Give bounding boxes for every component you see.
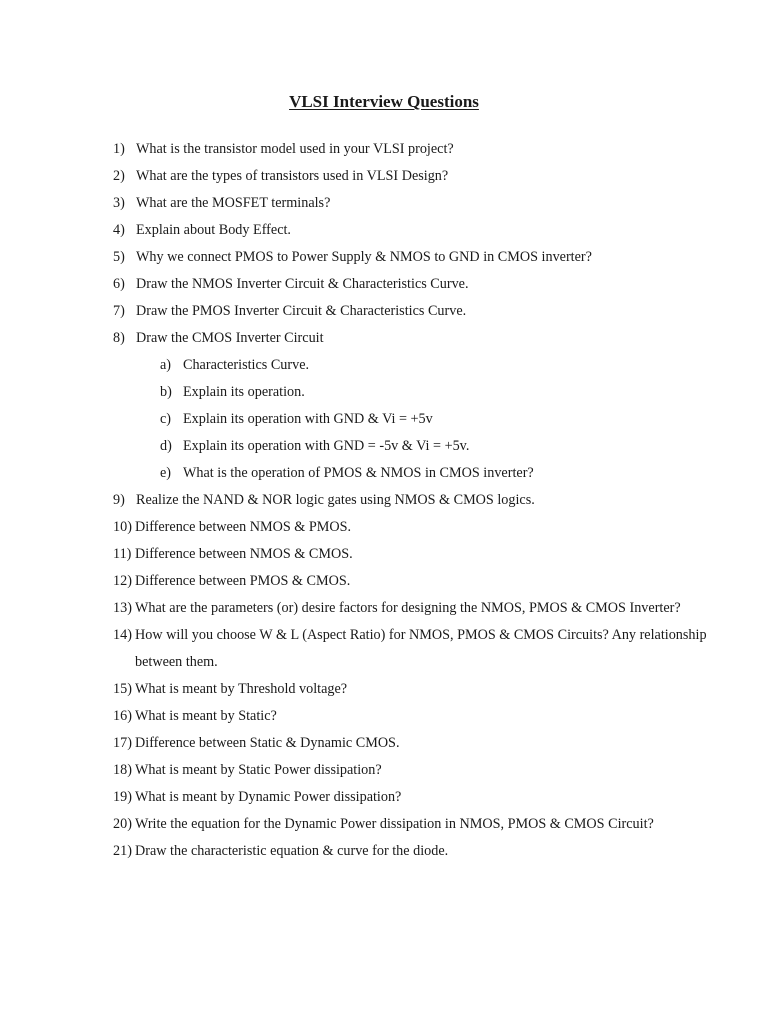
sub-question-letter: c) <box>160 411 172 427</box>
question-text: Realize the NAND & NOR logic gates using NMOS & CMOS logics. <box>136 492 535 508</box>
question-text: Draw the CMOS Inverter Circuit <box>136 330 324 346</box>
question-text: Draw the characteristic equation & curve for the diode. <box>135 843 449 859</box>
question-text: Difference between PMOS & CMOS. <box>135 573 351 589</box>
question-item <box>113 568 713 595</box>
question-item <box>113 703 713 730</box>
question-text: Draw the NMOS Inverter Circuit & Characteristics Curve. <box>136 276 469 292</box>
question-number: 20) <box>113 816 132 832</box>
question-number: 4) <box>113 222 125 238</box>
question-number: 17) <box>113 735 132 751</box>
question-text: Difference between NMOS & PMOS. <box>135 519 352 535</box>
question-item <box>113 622 713 676</box>
question-number: 13) <box>113 600 132 616</box>
question-item <box>113 784 713 811</box>
sub-question-letter: a) <box>160 357 172 373</box>
sub-question-text: Explain its operation with GND = -5v & Vi = +5v. <box>183 438 470 454</box>
question-number: 16) <box>113 708 132 724</box>
sub-question-text: What is the operation of PMOS & NMOS in CMOS inverter? <box>183 465 534 481</box>
sub-question-item <box>113 352 713 379</box>
document-title: VLSI Interview Questions <box>289 92 479 111</box>
question-item <box>113 325 713 352</box>
question-text: Difference between Static & Dynamic CMOS. <box>135 735 400 751</box>
sub-question-letter: e) <box>160 465 172 481</box>
question-text: How will you choose W & L (Aspect Ratio) for NMOS, PMOS & CMOS Circuits? Any relationship between them. <box>135 627 707 670</box>
question-number: 14) <box>113 627 132 643</box>
question-number: 9) <box>113 492 125 508</box>
question-item <box>113 244 713 271</box>
question-text: Why we connect PMOS to Power Supply & NMOS to GND in CMOS inverter? <box>136 249 592 265</box>
question-number: 7) <box>113 303 125 319</box>
question-item <box>113 190 713 217</box>
question-number: 11) <box>113 546 132 562</box>
sub-question-item <box>113 460 713 487</box>
question-item <box>113 811 713 838</box>
question-item <box>113 514 713 541</box>
question-item <box>113 487 713 514</box>
question-item <box>113 217 713 244</box>
question-number: 8) <box>113 330 125 346</box>
question-item <box>113 271 713 298</box>
question-item <box>113 838 713 865</box>
question-text: What is the transistor model used in your VLSI project? <box>136 141 454 157</box>
question-item <box>113 298 713 325</box>
question-text: Explain about Body Effect. <box>136 222 291 238</box>
question-text: What are the MOSFET terminals? <box>136 195 331 211</box>
question-item <box>113 163 713 190</box>
question-number: 15) <box>113 681 132 697</box>
question-number: 3) <box>113 195 125 211</box>
question-number: 2) <box>113 168 125 184</box>
question-text: Draw the PMOS Inverter Circuit & Characteristics Curve. <box>136 303 467 319</box>
question-text: What is meant by Static Power dissipation? <box>135 762 382 778</box>
question-text: Difference between NMOS & CMOS. <box>135 546 353 562</box>
question-number: 5) <box>113 249 125 265</box>
question-item <box>113 595 713 622</box>
sub-question-item <box>113 406 713 433</box>
question-text: What are the parameters (or) desire factors for designing the NMOS, PMOS & CMOS Inverter? <box>135 600 681 616</box>
question-text: What is meant by Threshold voltage? <box>135 681 348 697</box>
question-list <box>113 136 713 865</box>
sub-question-text: Characteristics Curve. <box>183 357 310 373</box>
question-text: What is meant by Dynamic Power dissipation? <box>135 789 402 805</box>
question-number: 21) <box>113 843 132 859</box>
question-number: 6) <box>113 276 125 292</box>
question-number: 10) <box>113 519 132 535</box>
question-number: 12) <box>113 573 132 589</box>
sub-question-letter: b) <box>160 384 172 400</box>
question-item <box>113 136 713 163</box>
question-text: What is meant by Static? <box>135 708 277 724</box>
sub-question-item <box>113 379 713 406</box>
sub-question-item <box>113 433 713 460</box>
question-item <box>113 757 713 784</box>
sub-question-text: Explain its operation. <box>183 384 305 400</box>
question-item <box>113 730 713 757</box>
question-number: 18) <box>113 762 132 778</box>
question-text: Write the equation for the Dynamic Power dissipation in NMOS, PMOS & CMOS Circuit? <box>135 816 654 832</box>
question-item <box>113 541 713 568</box>
question-text: What are the types of transistors used in VLSI Design? <box>136 168 449 184</box>
question-number: 19) <box>113 789 132 805</box>
question-item <box>113 676 713 703</box>
sub-question-text: Explain its operation with GND & Vi = +5v <box>183 411 433 427</box>
question-number: 1) <box>113 141 125 157</box>
sub-question-letter: d) <box>160 438 172 454</box>
